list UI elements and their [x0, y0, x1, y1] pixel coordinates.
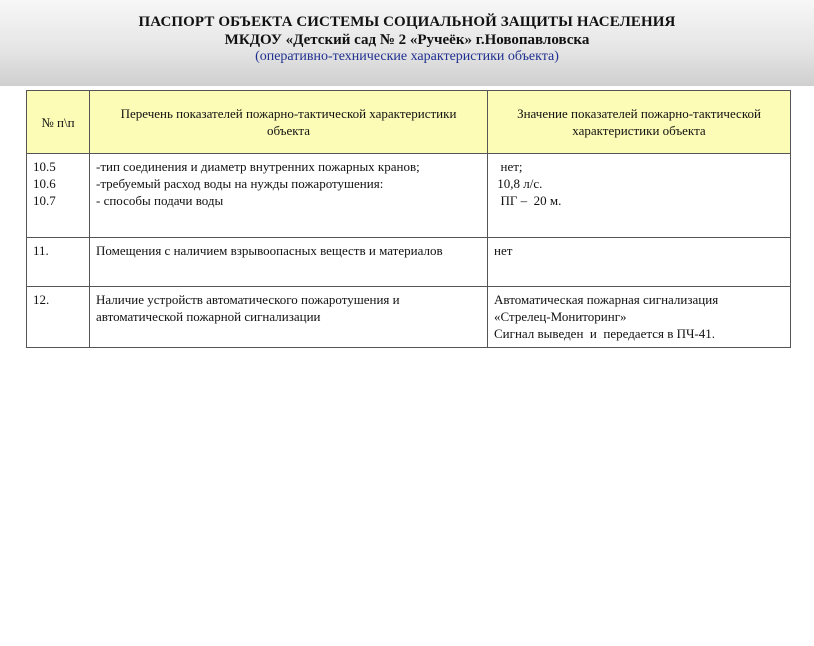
- column-header-indicator: Перечень показателей пожарно-тактической характеристики объекта: [90, 91, 488, 154]
- indicator-text: -тип соединения и диаметр внутренних пожарных кранов;: [96, 159, 420, 174]
- row-number: 10.7: [33, 193, 56, 208]
- value-text: «Стрелец-Мониторинг»: [494, 309, 627, 324]
- indicator-text: - способы подачи воды: [96, 193, 224, 208]
- value-text: ПГ – 20 м.: [494, 193, 562, 208]
- table-row: [27, 238, 791, 287]
- column-header-value: Значение показателей пожарно-тактической характеристики объекта: [488, 91, 791, 154]
- characteristics-table: [26, 90, 791, 348]
- page-subtitle: МКДОУ «Детский сад № 2 «Ручеёк» г.Новопавловска: [224, 32, 590, 48]
- indicator-cell: [90, 238, 488, 287]
- value-text: нет;: [494, 159, 523, 174]
- value-text: Автоматическая пожарная сигнализация: [494, 292, 719, 307]
- row-number: 10.6: [33, 176, 56, 191]
- row-number: 12.: [33, 292, 50, 307]
- column-header-number: № п\п: [27, 91, 90, 154]
- table-row: [27, 287, 791, 348]
- page-note: (оперативно-технические характеристики объекта): [255, 49, 559, 64]
- indicator-text: Помещения с наличием взрывоопасных веществ и материалов: [96, 243, 443, 258]
- indicator-cell: [90, 287, 488, 348]
- page-title: ПАСПОРТ ОБЪЕКТА СИСТЕМЫ СОЦИАЛЬНОЙ ЗАЩИТЫ НАСЕЛЕНИЯ: [138, 14, 676, 30]
- row-number-cell: [27, 287, 90, 348]
- value-cell: [488, 287, 791, 348]
- row-number-cell: [27, 154, 90, 238]
- page-header: [0, 0, 814, 86]
- row-number-cell: [27, 238, 90, 287]
- indicator-cell: [90, 154, 488, 238]
- row-number: 11.: [33, 243, 49, 258]
- table-row: [27, 154, 791, 238]
- row-number: 10.5: [33, 159, 56, 174]
- value-text: 10,8 л/с.: [494, 176, 543, 191]
- value-cell: [488, 154, 791, 238]
- indicator-text: -требуемый расход воды на нужды пожаротушения:: [96, 176, 384, 191]
- indicator-text: Наличие устройств автоматического пожаротушения и автоматической пожарной сигнализации: [96, 292, 400, 324]
- value-text: нет: [494, 243, 513, 258]
- value-cell: [488, 238, 791, 287]
- value-text: Сигнал выведен и передается в ПЧ-41.: [494, 326, 715, 341]
- table-header-row: [27, 91, 791, 154]
